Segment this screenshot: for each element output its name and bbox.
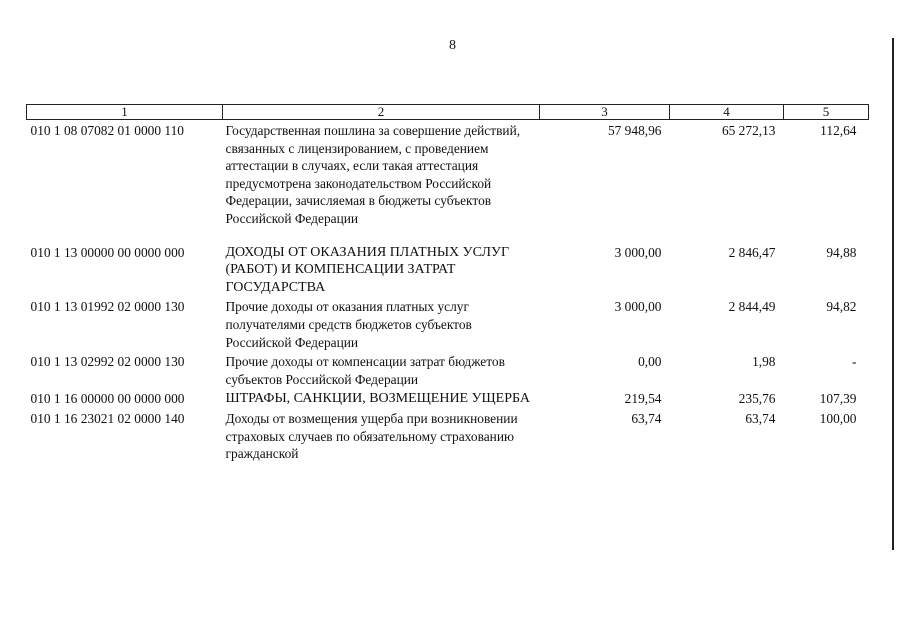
value-col-5: 112,64 bbox=[820, 123, 857, 138]
value-col-5: - bbox=[852, 354, 857, 370]
page-edge-line bbox=[892, 38, 894, 550]
value-col-5: 107,39 bbox=[819, 391, 857, 407]
value-col-4: 63,74 bbox=[745, 410, 776, 426]
revenue-name bbox=[223, 388, 540, 408]
budget-code: 010 1 16 23021 02 0000 140 bbox=[30, 410, 185, 426]
table-row bbox=[27, 408, 869, 463]
value-col-3: 219,54 bbox=[624, 391, 662, 407]
budget-code: 010 1 16 00000 00 0000 000 bbox=[30, 391, 185, 407]
header-col-3: 3 bbox=[540, 105, 670, 120]
budget-code: 010 1 13 01992 02 0000 130 bbox=[30, 299, 185, 315]
table-header-row bbox=[27, 105, 869, 120]
revenue-name-text: Прочие доходы от компенсации затрат бюджетов субъектов Российской Федерации bbox=[225, 354, 505, 387]
revenue-name bbox=[223, 296, 540, 351]
revenue-name-text: Государственная пошлина за совершение действий, связанных с лицензированием, с проведением аттестации в случаях, если такая аттестация предусмотрена законодательством Российской Федерации, зачисляемая в бюджеты субъектов Российской Федерации bbox=[225, 123, 521, 226]
revenue-name bbox=[223, 228, 540, 297]
revenue-name-text: ДОХОДЫ ОТ ОКАЗАНИЯ ПЛАТНЫХ УСЛУГ (РАБОТ) И КОМПЕНСАЦИИ ЗАТРАТ ГОСУДАРСТВА bbox=[225, 244, 510, 295]
value-col-3: 0,00 bbox=[638, 354, 662, 370]
value-col-4: 1,98 bbox=[752, 354, 776, 370]
table-row bbox=[27, 228, 869, 297]
value-col-3: 3 000,00 bbox=[614, 299, 662, 315]
table-row bbox=[27, 388, 869, 408]
header-col-5: 5 bbox=[784, 105, 869, 120]
revenue-name-text: ШТРАФЫ, САНКЦИИ, ВОЗМЕЩЕНИЕ УЩЕРБА bbox=[225, 391, 530, 407]
budget-code: 010 1 13 02992 02 0000 130 bbox=[30, 354, 185, 370]
value-col-4: 65 272,13 bbox=[721, 123, 776, 138]
value-col-3: 57 948,96 bbox=[607, 123, 662, 138]
header-col-1: 1 bbox=[27, 105, 223, 120]
budget-code: 010 1 08 07082 01 0000 110 bbox=[30, 123, 184, 138]
revenue-name bbox=[223, 408, 540, 463]
value-col-4: 2 846,47 bbox=[728, 244, 776, 260]
header-col-4: 4 bbox=[670, 105, 784, 120]
revenue-name-text: Доходы от возмещения ущерба при возникновении страховых случаев по обязательному страхованию гражданской bbox=[225, 410, 518, 462]
header-col-2: 2 bbox=[223, 105, 540, 120]
value-col-4: 2 844,49 bbox=[728, 299, 776, 315]
table-row bbox=[27, 351, 869, 388]
revenue-name bbox=[223, 351, 540, 388]
value-col-3: 3 000,00 bbox=[614, 244, 662, 260]
value-col-4: 235,76 bbox=[738, 391, 776, 407]
value-col-5: 94,82 bbox=[826, 299, 857, 315]
value-col-5: 100,00 bbox=[819, 410, 857, 426]
value-col-5: 94,88 bbox=[826, 244, 857, 260]
page-number: 8 bbox=[449, 38, 456, 53]
value-col-3: 63,74 bbox=[631, 410, 662, 426]
revenue-table bbox=[26, 104, 869, 463]
table-row bbox=[27, 120, 869, 228]
table-row bbox=[27, 296, 869, 351]
budget-code: 010 1 13 00000 00 0000 000 bbox=[30, 244, 185, 260]
revenue-name bbox=[223, 120, 540, 228]
revenue-name-text: Прочие доходы от оказания платных услуг получателями средств бюджетов субъектов Российской Федерации bbox=[225, 299, 472, 350]
